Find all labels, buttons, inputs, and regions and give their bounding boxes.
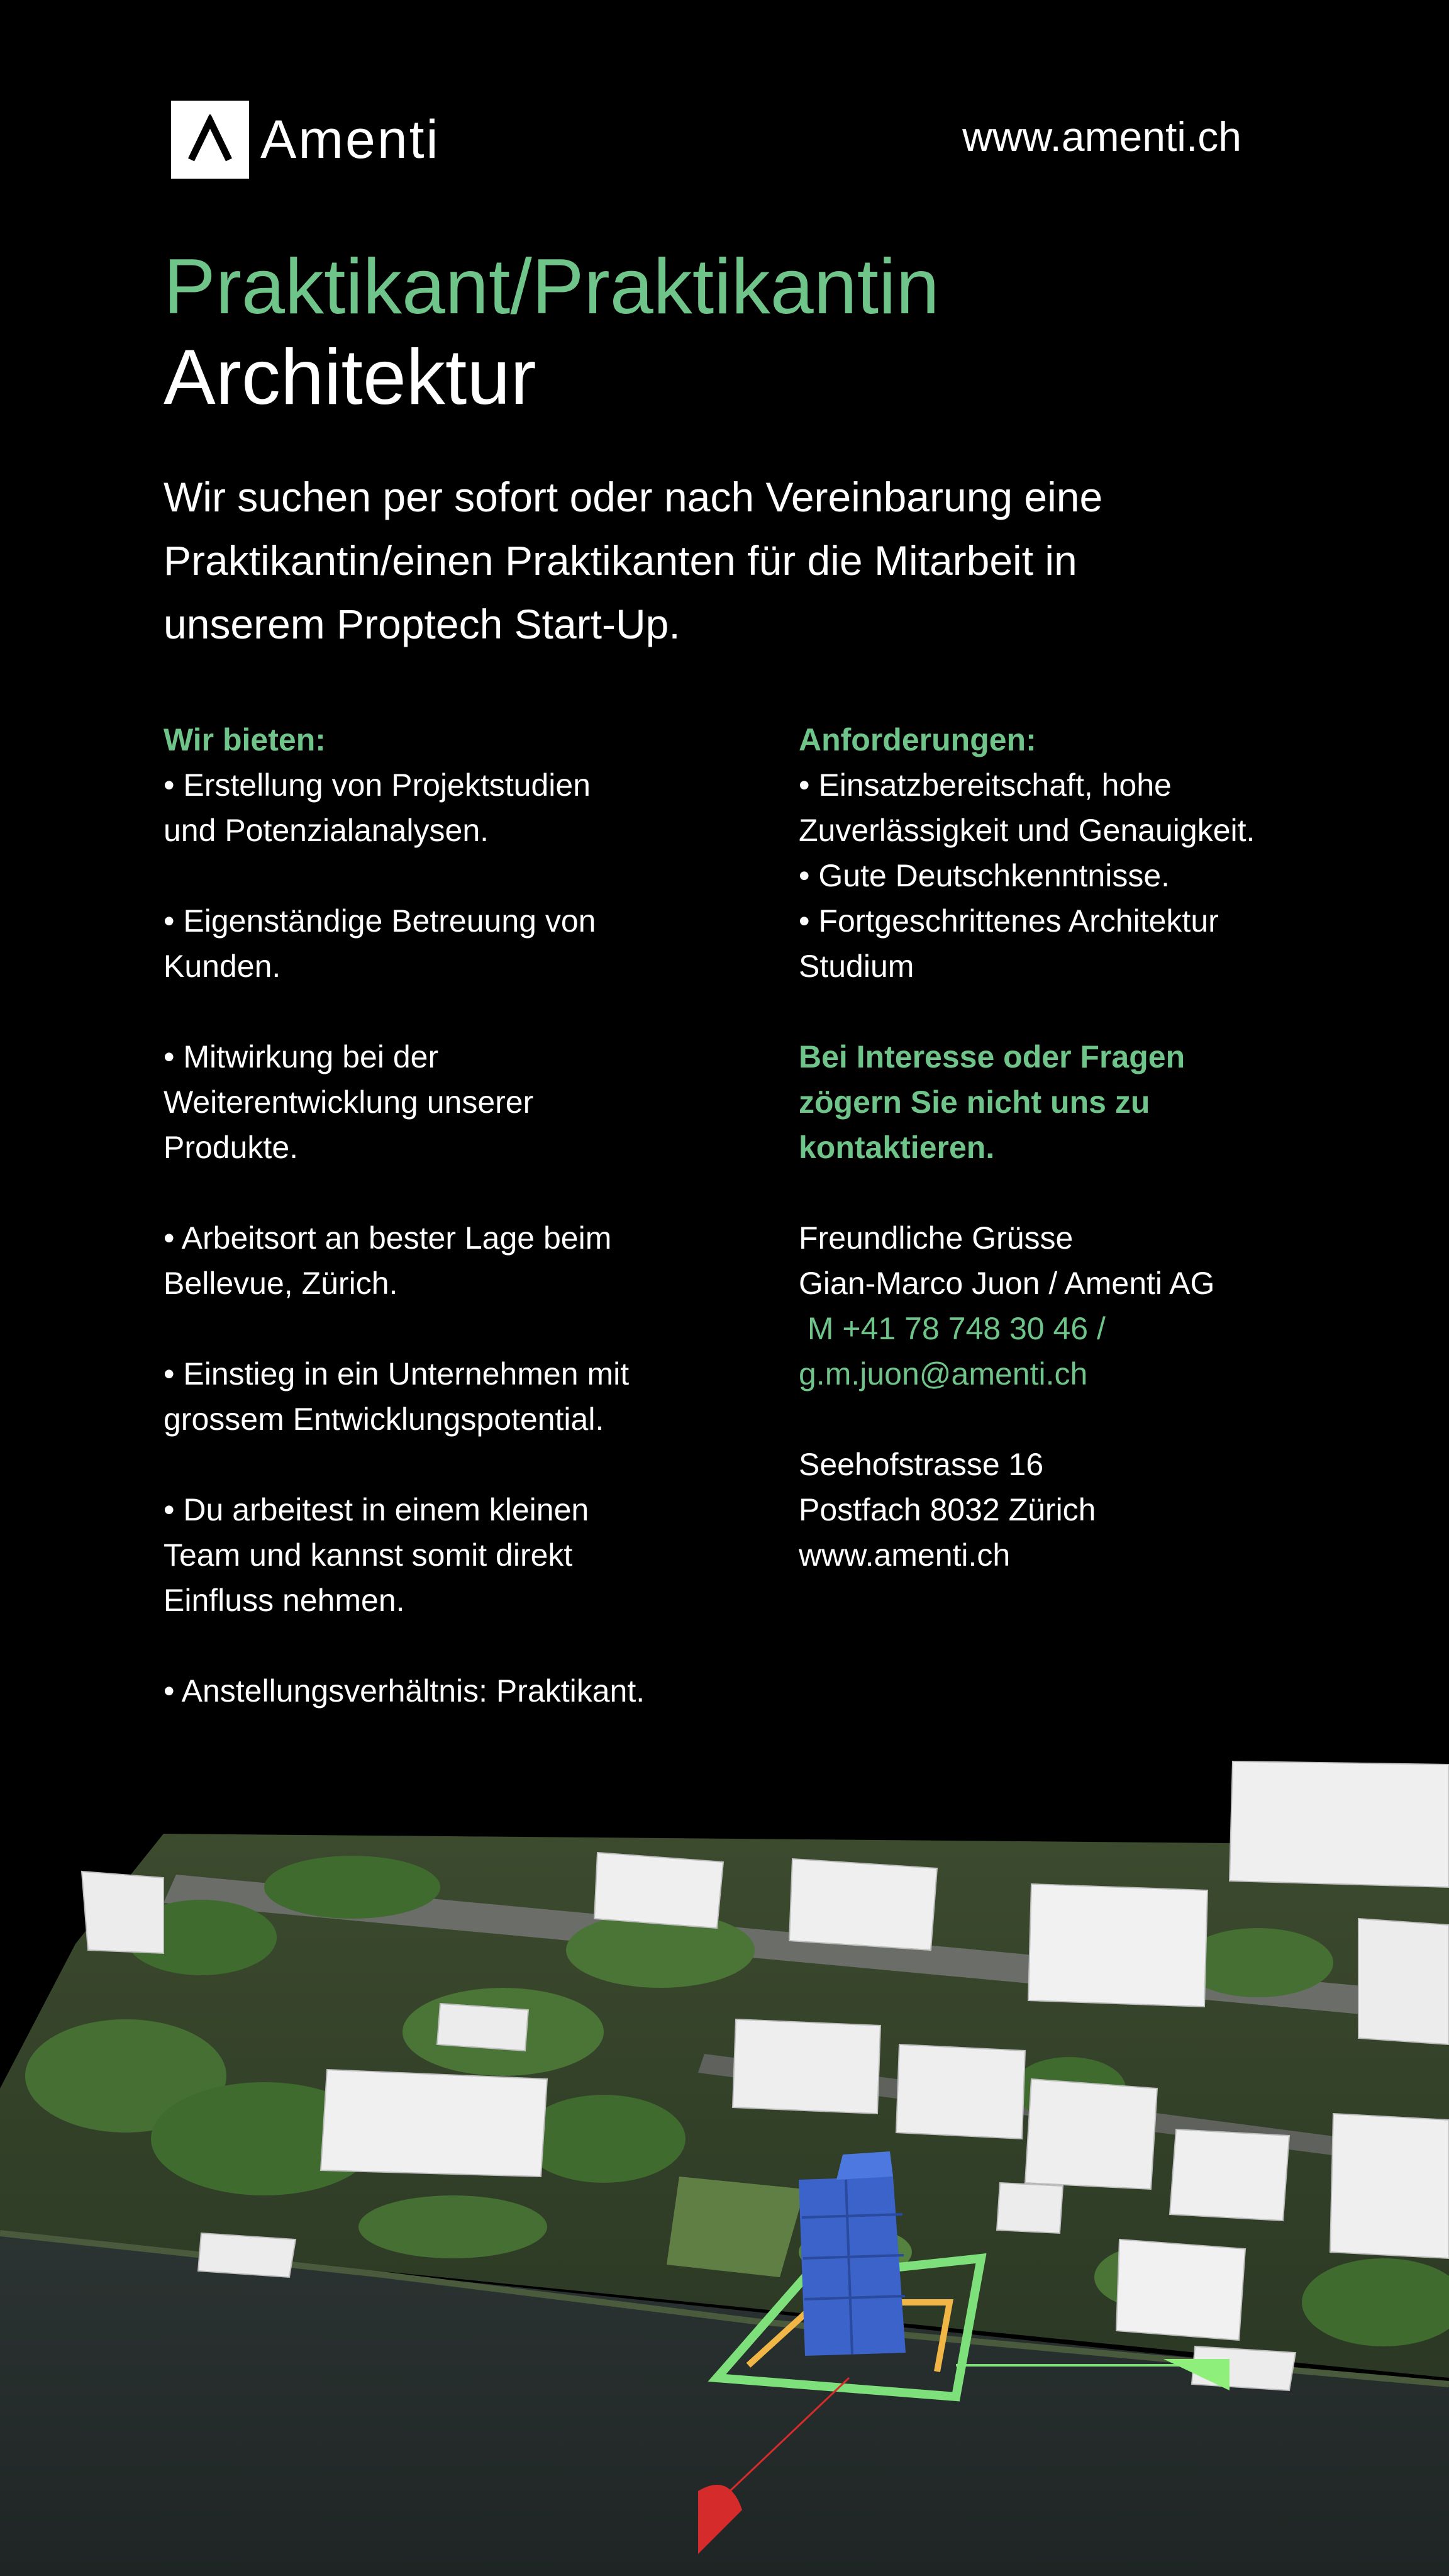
cta-line: zögern Sie nicht uns zu: [799, 1084, 1150, 1120]
contact-cta: [799, 1034, 1352, 1170]
requirement-line: Zuverlässigkeit und Genauigkeit.: [799, 813, 1255, 848]
offer-item: [164, 1487, 704, 1623]
offer-item: [164, 1668, 704, 1714]
website-link[interactable]: www.amenti.ch: [962, 113, 1241, 160]
offer-item-line: • Anstellungsverhältnis: Praktikant.: [164, 1673, 645, 1709]
offer-item: [164, 1351, 704, 1442]
offer-section: [164, 717, 704, 1714]
job-title: Praktikant/Praktikantin: [164, 243, 940, 330]
address-website[interactable]: www.amenti.ch: [799, 1537, 1011, 1573]
offer-item-line: und Potenzialanalysen.: [164, 813, 489, 848]
offer-item-line: • Einstieg in ein Unternehmen mit: [164, 1356, 630, 1391]
offer-item: [164, 1215, 704, 1306]
requirement-line: • Gute Deutschkenntnisse.: [799, 858, 1170, 893]
offer-item-line: • Erstellung von Projektstudien: [164, 767, 591, 803]
intro-line: Praktikantin/einen Praktikanten für die Mitarbeit in: [164, 537, 1077, 584]
amenti-logo[interactable]: [171, 101, 440, 179]
spacer: [164, 1170, 704, 1215]
requirement-line: Studium: [799, 949, 914, 984]
offer-item: [164, 898, 704, 989]
address-block: [799, 1442, 1352, 1578]
spacer: [164, 853, 704, 898]
spacer: [799, 989, 1352, 1034]
intro-text: [164, 466, 1245, 656]
offer-item-line: grossem Entwicklungspotential.: [164, 1402, 604, 1437]
offer-item-line: Kunden.: [164, 949, 281, 984]
spacer: [799, 1397, 1352, 1442]
address-postbox: Postfach 8032 Zürich: [799, 1492, 1096, 1527]
offer-item-line: Einfluss nehmen.: [164, 1583, 405, 1618]
project-volume: [799, 2151, 906, 2356]
amenti-logo-icon: [171, 101, 249, 179]
offer-item-line: Team und kannst somit direkt: [164, 1537, 573, 1573]
cta-line: Bei Interesse oder Fragen: [799, 1039, 1185, 1074]
address-street: Seehofstrasse 16: [799, 1447, 1044, 1482]
offer-item: [164, 762, 704, 853]
offer-item-line: • Mitwirkung bei der: [164, 1039, 439, 1074]
offer-item: [164, 1034, 704, 1170]
contact-block: [799, 1215, 1352, 1397]
requirements-heading: Anforderungen:: [799, 722, 1036, 757]
spacer: [164, 989, 704, 1034]
requirement-line: • Fortgeschrittenes Architektur: [799, 903, 1219, 939]
offer-item-line: Bellevue, Zürich.: [164, 1266, 398, 1301]
intro-line: unserem Proptech Start-Up.: [164, 601, 680, 647]
spacer: [164, 1623, 704, 1668]
contact-phone[interactable]: M +41 78 748 30 46 /: [799, 1311, 1106, 1346]
requirement-line: • Einsatzbereitschaft, hohe: [799, 767, 1172, 803]
offer-item-line: Weiterentwicklung unserer: [164, 1084, 534, 1120]
aerial-site-model: [0, 1736, 1449, 2576]
offer-item-line: • Eigenständige Betreuung von: [164, 903, 596, 939]
contact-email[interactable]: g.m.juon@amenti.ch: [799, 1356, 1088, 1391]
job-field: Architektur: [164, 334, 536, 421]
spacer: [799, 1170, 1352, 1215]
offer-heading: Wir bieten:: [164, 722, 326, 757]
requirements-section: [799, 717, 1352, 1578]
spacer: [164, 1442, 704, 1487]
offer-item-line: Produkte.: [164, 1130, 299, 1165]
intro-line: Wir suchen per sofort oder nach Vereinbarung eine: [164, 474, 1103, 520]
brand-name: Amenti: [260, 109, 440, 170]
offer-item-line: • Arbeitsort an bester Lage beim: [164, 1220, 612, 1256]
greeting: Freundliche Grüsse: [799, 1220, 1074, 1256]
spacer: [164, 1306, 704, 1351]
offer-item-line: • Du arbeitest in einem kleinen: [164, 1492, 589, 1527]
cta-line: kontaktieren.: [799, 1130, 995, 1165]
contact-person: Gian-Marco Juon / Amenti AG: [799, 1266, 1215, 1301]
